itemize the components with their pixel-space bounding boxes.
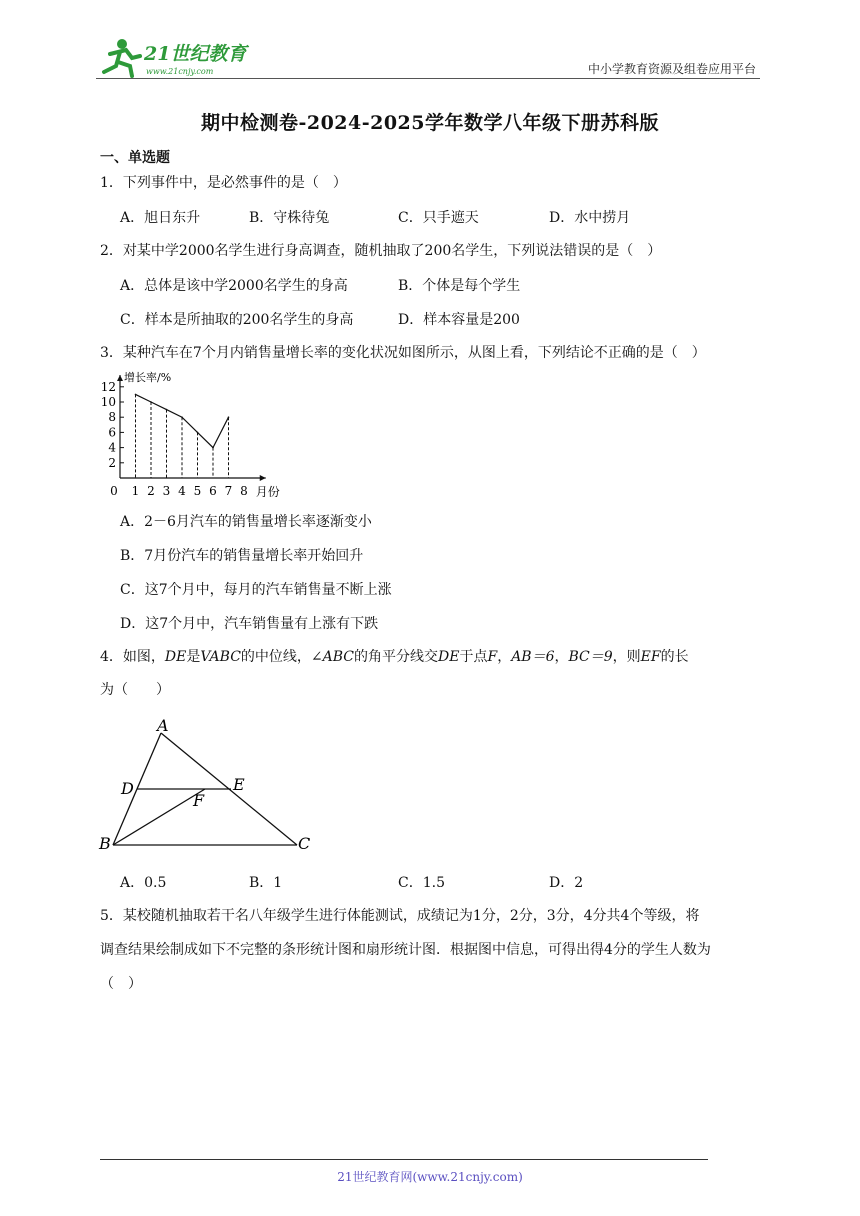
q4-triangle: VABC <box>200 649 241 665</box>
q3-line-chart <box>96 364 296 504</box>
x-axis-title: 月份 <box>255 485 280 499</box>
label-b: B <box>99 834 111 853</box>
q3-option-c: C．这7个月中，每月的汽车销售量不断上涨 <box>120 582 392 598</box>
q2-option-a: A．总体是该中学2000名学生的身高 <box>120 278 348 294</box>
q3-stem: 3．某种汽车在7个月内销售量增长率的变化状况如图所示，从图上看，下列结论不正确的是（ ） <box>100 345 706 361</box>
x-tick-label: 8 <box>240 484 248 498</box>
logo-url: www.21cnjy.com <box>146 67 214 76</box>
y-tick-label: 4 <box>108 440 116 455</box>
data-point <box>212 447 214 449</box>
q4-angle: ∠ABC <box>310 649 355 665</box>
x-tick-label: 7 <box>224 484 233 498</box>
q2-option-d: D．样本容量是200 <box>398 312 520 328</box>
x-tick-label: 2 <box>147 484 155 498</box>
q3-option-b: B．7月份汽车的销售量增长率开始回升 <box>120 548 364 564</box>
q5-stem-line2: 调查结果绘制成如下不完整的条形统计图和扇形统计图．根据图中信息，可得出得4分的学生人数为 <box>100 942 711 958</box>
q4-text-6: ， <box>554 649 569 665</box>
q4-text-1: 是 <box>186 649 201 665</box>
q3-option-d: D．这7个月中，汽车销售量有上涨有下跌 <box>120 616 379 632</box>
y-tick-label: 8 <box>108 410 116 425</box>
label-d: D <box>121 779 134 798</box>
q3-option-a: A．2－6月汽车的销售量增长率逐渐变小 <box>120 514 372 530</box>
header-divider <box>96 78 760 79</box>
q4-de: DE <box>164 649 187 665</box>
q2-stem: 2．对某中学2000名学生进行身高调查，随机抽取了200名学生，下列说法错误的是（ ） <box>100 243 662 259</box>
q4-ab: AB＝6 <box>511 649 555 665</box>
label-c: C <box>298 834 311 853</box>
q4-bc: BC＝9 <box>568 649 613 665</box>
q4-triangle-figure <box>96 712 326 858</box>
q4-text-2: 的中位线， <box>240 649 311 665</box>
x-axis-arrow <box>260 475 266 481</box>
section-heading: 一、单选题 <box>100 150 170 166</box>
logo <box>96 36 256 80</box>
q4-text-5: ， <box>497 649 512 665</box>
y-tick-label: 6 <box>108 425 116 440</box>
y-axis-arrow <box>117 375 123 381</box>
y-axis-title: 增长率/% <box>124 371 172 384</box>
q1-option-b: B．守株待兔 <box>249 210 330 226</box>
runner-icon <box>104 39 140 76</box>
q4-option-c: C．1.5 <box>398 875 445 891</box>
label-a: A <box>157 716 169 735</box>
q4-stem-line2: 为（ ） <box>100 682 170 698</box>
q2-option-b: B．个体是每个学生 <box>398 278 521 294</box>
q4-f: F <box>487 649 498 665</box>
x-tick-label: 1 <box>131 484 140 498</box>
q1-stem: 1．下列事件中，是必然事件的是（ ） <box>100 175 347 191</box>
y-tick-label: 12 <box>100 379 116 394</box>
x-tick-label: 5 <box>193 484 202 498</box>
q4-text-4: 于点 <box>459 649 488 665</box>
platform-name: 中小学教育资源及组卷应用平台 <box>587 62 756 76</box>
q4-option-a: A．0.5 <box>120 875 167 891</box>
q1-option-d: D．水中捞月 <box>549 210 631 226</box>
y-tick-label: 2 <box>108 455 116 470</box>
q4-stem <box>100 647 689 667</box>
q5-stem-line3: （ ） <box>100 976 142 992</box>
x-tick-label: 6 <box>209 484 217 498</box>
data-point <box>135 394 137 396</box>
logo-text: 21世纪教育 <box>144 43 247 65</box>
q2-option-c: C．样本是所抽取的200名学生的身高 <box>120 312 354 328</box>
q4-text-3: 的角平分线交 <box>354 649 439 665</box>
q1-option-c: C．只手遮天 <box>398 210 479 226</box>
data-point <box>181 416 183 418</box>
q5-stem-line1: 5．某校随机抽取若干名八年级学生进行体能测试，成绩记为1分，2分，3分，4分共4个等级，将 <box>100 908 700 924</box>
x-tick-label: 3 <box>162 484 171 498</box>
footer-divider <box>100 1159 708 1160</box>
data-point <box>150 401 152 403</box>
footer-text: 21世纪教育网(www.21cnjy.com) <box>337 1170 523 1184</box>
x-tick-label: 0 <box>110 484 118 498</box>
data-point <box>197 432 199 434</box>
q4-de-2: DE <box>438 649 460 665</box>
x-tick-label: 4 <box>178 484 186 498</box>
q4-option-d: D．2 <box>549 875 584 891</box>
label-e: E <box>233 775 245 794</box>
q4-ef: EF <box>640 649 661 665</box>
page-title: 期中检测卷-2024-2025学年数学八年级下册苏科版 <box>200 112 660 134</box>
y-tick-label: 10 <box>100 395 116 409</box>
q1-option-a: A．旭日东升 <box>120 210 201 226</box>
q4-option-b: B．1 <box>249 875 283 891</box>
q4-text-8: 的长 <box>660 649 689 665</box>
q4-text-7: ，则 <box>612 649 641 665</box>
data-point <box>166 409 168 411</box>
data-point <box>228 416 230 418</box>
q4-num: 4．如图， <box>100 649 165 665</box>
label-f: F <box>193 791 205 810</box>
